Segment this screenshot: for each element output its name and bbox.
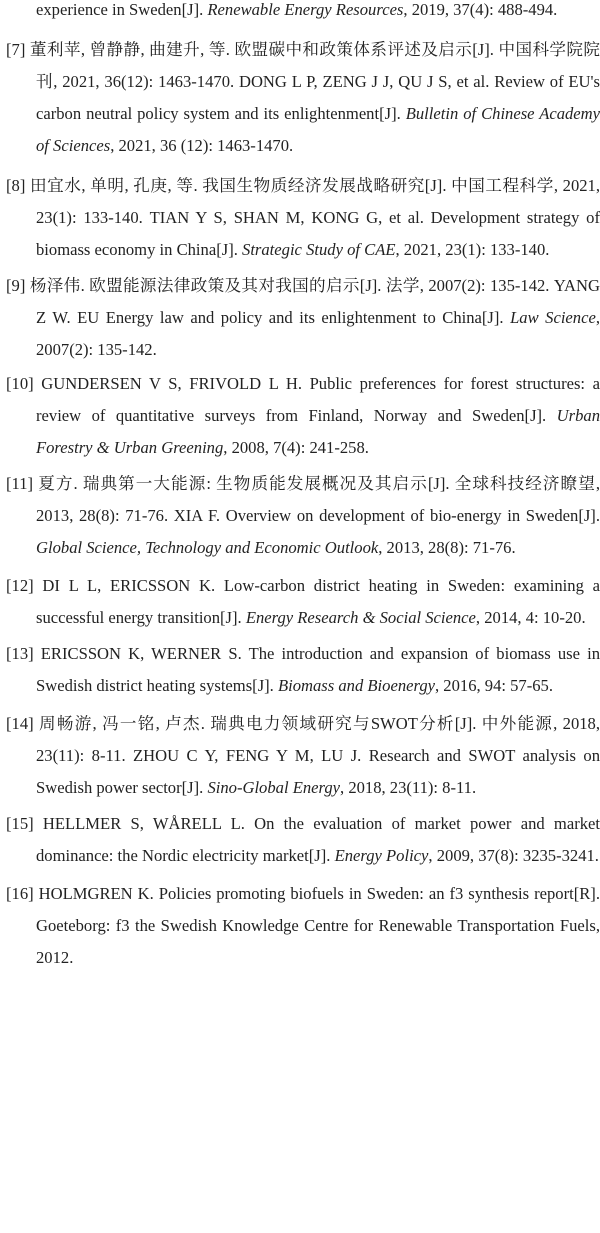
- reference-item: [0, 34, 600, 162]
- reference-item: [0, 570, 600, 634]
- reference-source-title: Law Science: [510, 308, 596, 327]
- reference-item: [0, 270, 600, 366]
- reference-number: [10]: [6, 374, 42, 393]
- reference-item: [0, 368, 600, 464]
- reference-text: DI L L, ERICSSON K. Low-carbon district heating in Sweden: examining a successful energy transition[J].: [36, 576, 600, 627]
- reference-text: 夏方. 瑞典第一大能源: 生物质能发展概况及其启示[J]. 全球科技经济瞭望, 2013, 28(8): 71-76. XIA F. Overview on development of bio-energy in Sweden[J].: [36, 474, 600, 525]
- reference-text: GUNDERSEN V S, FRIVOLD L H. Public preferences for forest structures: a review of quantitative surveys from Finland, Norway and Sweden[J].: [36, 374, 600, 425]
- reference-item: [0, 0, 600, 26]
- reference-source-title: Strategic Study of CAE: [242, 240, 396, 259]
- reference-text: , 2014, 4: 10-20.: [475, 608, 586, 627]
- reference-item: [0, 808, 600, 872]
- reference-text: HOLMGREN K. Policies promoting biofuels in Sweden: an f3 synthesis report[R]. Goeteborg: f3 the Swedish Knowledge Centre for Renewable Transportation Fuels, 2012.: [36, 884, 600, 967]
- reference-source-title: Bulletin of Chinese Academy of Sciences: [36, 104, 600, 155]
- reference-number: [15]: [6, 814, 43, 833]
- reference-item: [0, 638, 600, 702]
- reference-item: [0, 878, 600, 974]
- reference-source-title: Energy Research & Social Science: [245, 608, 476, 627]
- reference-source-title: Biomass and Bioenergy: [277, 676, 435, 695]
- reference-text: , 2016, 94: 57-65.: [435, 676, 553, 695]
- reference-text: 董利苹, 曾静静, 曲建升, 等. 欧盟碳中和政策体系评述及启示[J]. 中国科学院院刊, 2021, 36(12): 1463-1470. DONG L P, ZENG J J, QU J S, et al. Review of EU's carbon neutral policy system and its enlightenment[J].: [29, 40, 600, 123]
- reference-source-title: Energy Policy: [334, 846, 429, 865]
- reference-text: , 2009, 37(8): 3235-3241.: [428, 846, 599, 865]
- reference-text: experience in Sweden[J].: [36, 0, 208, 19]
- reference-source-title: Global Science, Technology and Economic Outlook: [36, 538, 379, 557]
- reference-source-title: Sino-Global Energy: [207, 778, 341, 797]
- reference-text: 杨泽伟. 欧盟能源法律政策及其对我国的启示[J]. 法学, 2007(2): 135-142. YANG Z W. EU Energy law and policy and its enlightenment to China[J].: [29, 276, 600, 327]
- reference-text: 周畅游, 冯一铭, 卢杰. 瑞典电力领域研究与SWOT分析[J]. 中外能源, 2018, 23(11): 8-11. ZHOU C Y, FENG Y M, LU J. Research and SWOT analysis on Swedish power sector[J].: [36, 714, 600, 797]
- reference-text: , 2018, 23(11): 8-11.: [340, 778, 477, 797]
- reference-text: 田宜水, 单明, 孔庚, 等. 我国生物质经济发展战略研究[J]. 中国工程科学, 2021, 23(1): 133-140. TIAN Y S, SHAN M, KONG G, et al. Development strategy of biomass economy in China[J].: [30, 176, 600, 259]
- reference-number: [16]: [6, 884, 39, 903]
- reference-item: [0, 708, 600, 804]
- reference-number: [11]: [6, 474, 39, 493]
- reference-number: [7]: [6, 40, 30, 59]
- reference-number: [8]: [6, 176, 31, 195]
- reference-number: [12]: [6, 576, 43, 595]
- reference-item: [0, 170, 600, 266]
- reference-source-title: Urban Forestry & Urban Greening: [36, 406, 600, 457]
- reference-text: , 2021, 36 (12): 1463-1470.: [110, 136, 294, 155]
- reference-item: [0, 468, 600, 564]
- reference-text: , 2008, 7(4): 241-258.: [223, 438, 369, 457]
- reference-source-title: Renewable Energy Resources: [207, 0, 404, 19]
- reference-text: ERICSSON K, WERNER S. The introduction and expansion of biomass use in Swedish district heating systems[J].: [36, 644, 600, 695]
- reference-number: [13]: [6, 644, 41, 663]
- reference-number: [9]: [6, 276, 30, 295]
- reference-text: , 2013, 28(8): 71-76.: [378, 538, 516, 557]
- reference-text: , 2019, 37(4): 488-494.: [403, 0, 558, 19]
- reference-number: [14]: [6, 714, 40, 733]
- reference-text: , 2021, 23(1): 133-140.: [395, 240, 550, 259]
- reference-text: HELLMER S, WÅRELL L. On the evaluation of market power and market dominance: the Nordic electricity market[J].: [36, 814, 600, 865]
- reference-text: , 2007(2): 135-142.: [36, 308, 600, 359]
